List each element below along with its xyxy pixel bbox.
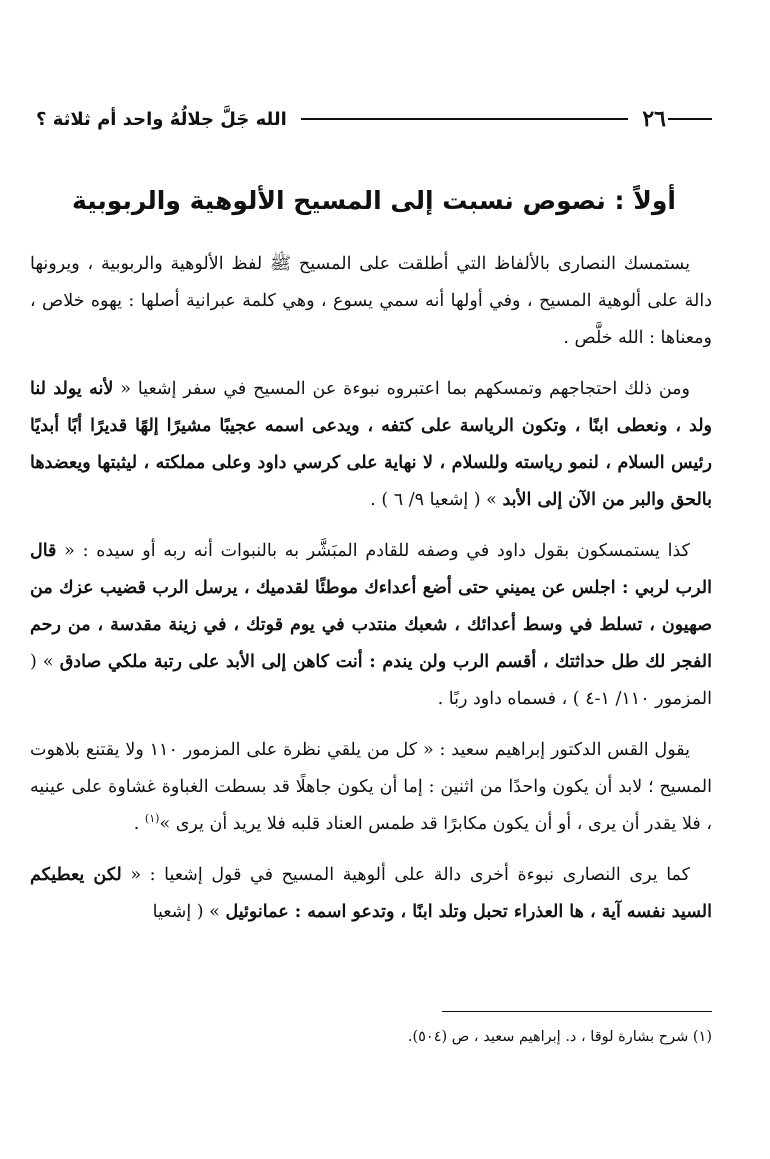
paragraph-text: . xyxy=(133,814,145,834)
paragraph-text: كذا يستمسكون بقول داود في وصفه للقادم المبَشَّر به بالنبوات أنه ربه أو سيده : « xyxy=(56,541,690,561)
section-heading: أولاً : نصوص نسبت إلى المسيح الألوهية والربوبية xyxy=(72,186,676,215)
paragraph xyxy=(30,246,712,357)
quoted-scripture: لكن يعطيكم السيد نفسه آية ، ها العذراء تحبل وتلد ابنًا ، وتدعو اسمه : عمانوئيل xyxy=(30,865,712,922)
footnote-separator xyxy=(442,1011,712,1012)
body-text xyxy=(30,246,712,945)
paragraph-text: يقول القس الدكتور إبراهيم سعيد : « كل من يلقي نظرة على المزمور ١١٠ ولا يقتنع بلاهوت المسيح ؛ لابد أن يكون واحدًا من اثنين : إما أن يكون جاهلًا قد بسطت الغباوة غشاوة على عينيه ، فلا يقدر أن يرى ، أو أن يكون مكابرًا قد طمس العناد قلبه فلا يريد أن يرى » xyxy=(30,740,712,834)
running-title: الله جَلَّ جلالُهُ واحد أم ثلاثة ؟ xyxy=(36,108,287,130)
footnotes xyxy=(36,1024,712,1050)
footnote: (١) شرح بشارة لوقا ، د. إبراهيم سعيد ، ص (٥٠٤). xyxy=(407,1029,712,1045)
paragraph xyxy=(30,732,712,843)
quoted-scripture: لأنه يولد لنا ولد ، ونعطى ابنًا ، وتكون الرياسة على كتفه ، ويدعى اسمه عجيبًا مشيرًا إلهًا قديرًا أبًا أبديًا رئيس السلام ، لنمو رياسته وللسلام ، لا نهاية على كرسي داود وعلى مملكته ، ليثبتها ويعضدها بالحق والبر من الآن إلى الأبد xyxy=(30,379,712,510)
header-rule-short xyxy=(668,118,712,120)
paragraph-text: يستمسك النصارى بالألفاظ التي أطلقت على المسيح ﷺ لفظ الألوهية والربوبية ، ويرونها دالة على ألوهية المسيح ، وفي أولها أنه سمي يسوع ، وهي كلمة عبرانية أصلها : يهوه خلاص ، ومعناها : الله خلَّص . xyxy=(30,254,712,348)
header-rule xyxy=(301,118,629,120)
paragraph-text: » ( المزمور ١١٠/ ١-٤ ) ، فسماه داود ربًا . xyxy=(30,652,712,709)
paragraph xyxy=(30,857,712,931)
page-number: ٢٦ xyxy=(642,106,666,132)
quoted-scripture: قال الرب لربي : اجلس عن يميني حتى أضع أعداءك موطئًا لقدميك ، يرسل الرب قضيب عزك من صهيون ، تسلط في وسط أعدائك ، شعبك منتدب في يوم قوتك ، في زينة مقدسة ، من رحم الفجر لك طل حداثتك ، أقسم الرب ولن يندم : أنت كاهن إلى الأبد على رتبة ملكي صادق xyxy=(30,541,712,672)
paragraph xyxy=(30,533,712,718)
footnote-marker: (١) xyxy=(144,812,160,826)
running-header xyxy=(36,102,712,136)
paragraph-text: ومن ذلك احتجاجهم وتمسكهم بما اعتبروه نبوءة عن المسيح في سفر إشعيا « xyxy=(113,379,690,399)
paragraph-text: » ( إشعيا ٩/ ٦ ) . xyxy=(370,490,503,510)
paragraph-text: » ( إشعيا xyxy=(152,902,226,922)
paragraph xyxy=(30,371,712,519)
paragraph-text: كما يرى النصارى نبوءة أخرى دالة على ألوهية المسيح في قول إشعيا : « xyxy=(121,865,690,885)
